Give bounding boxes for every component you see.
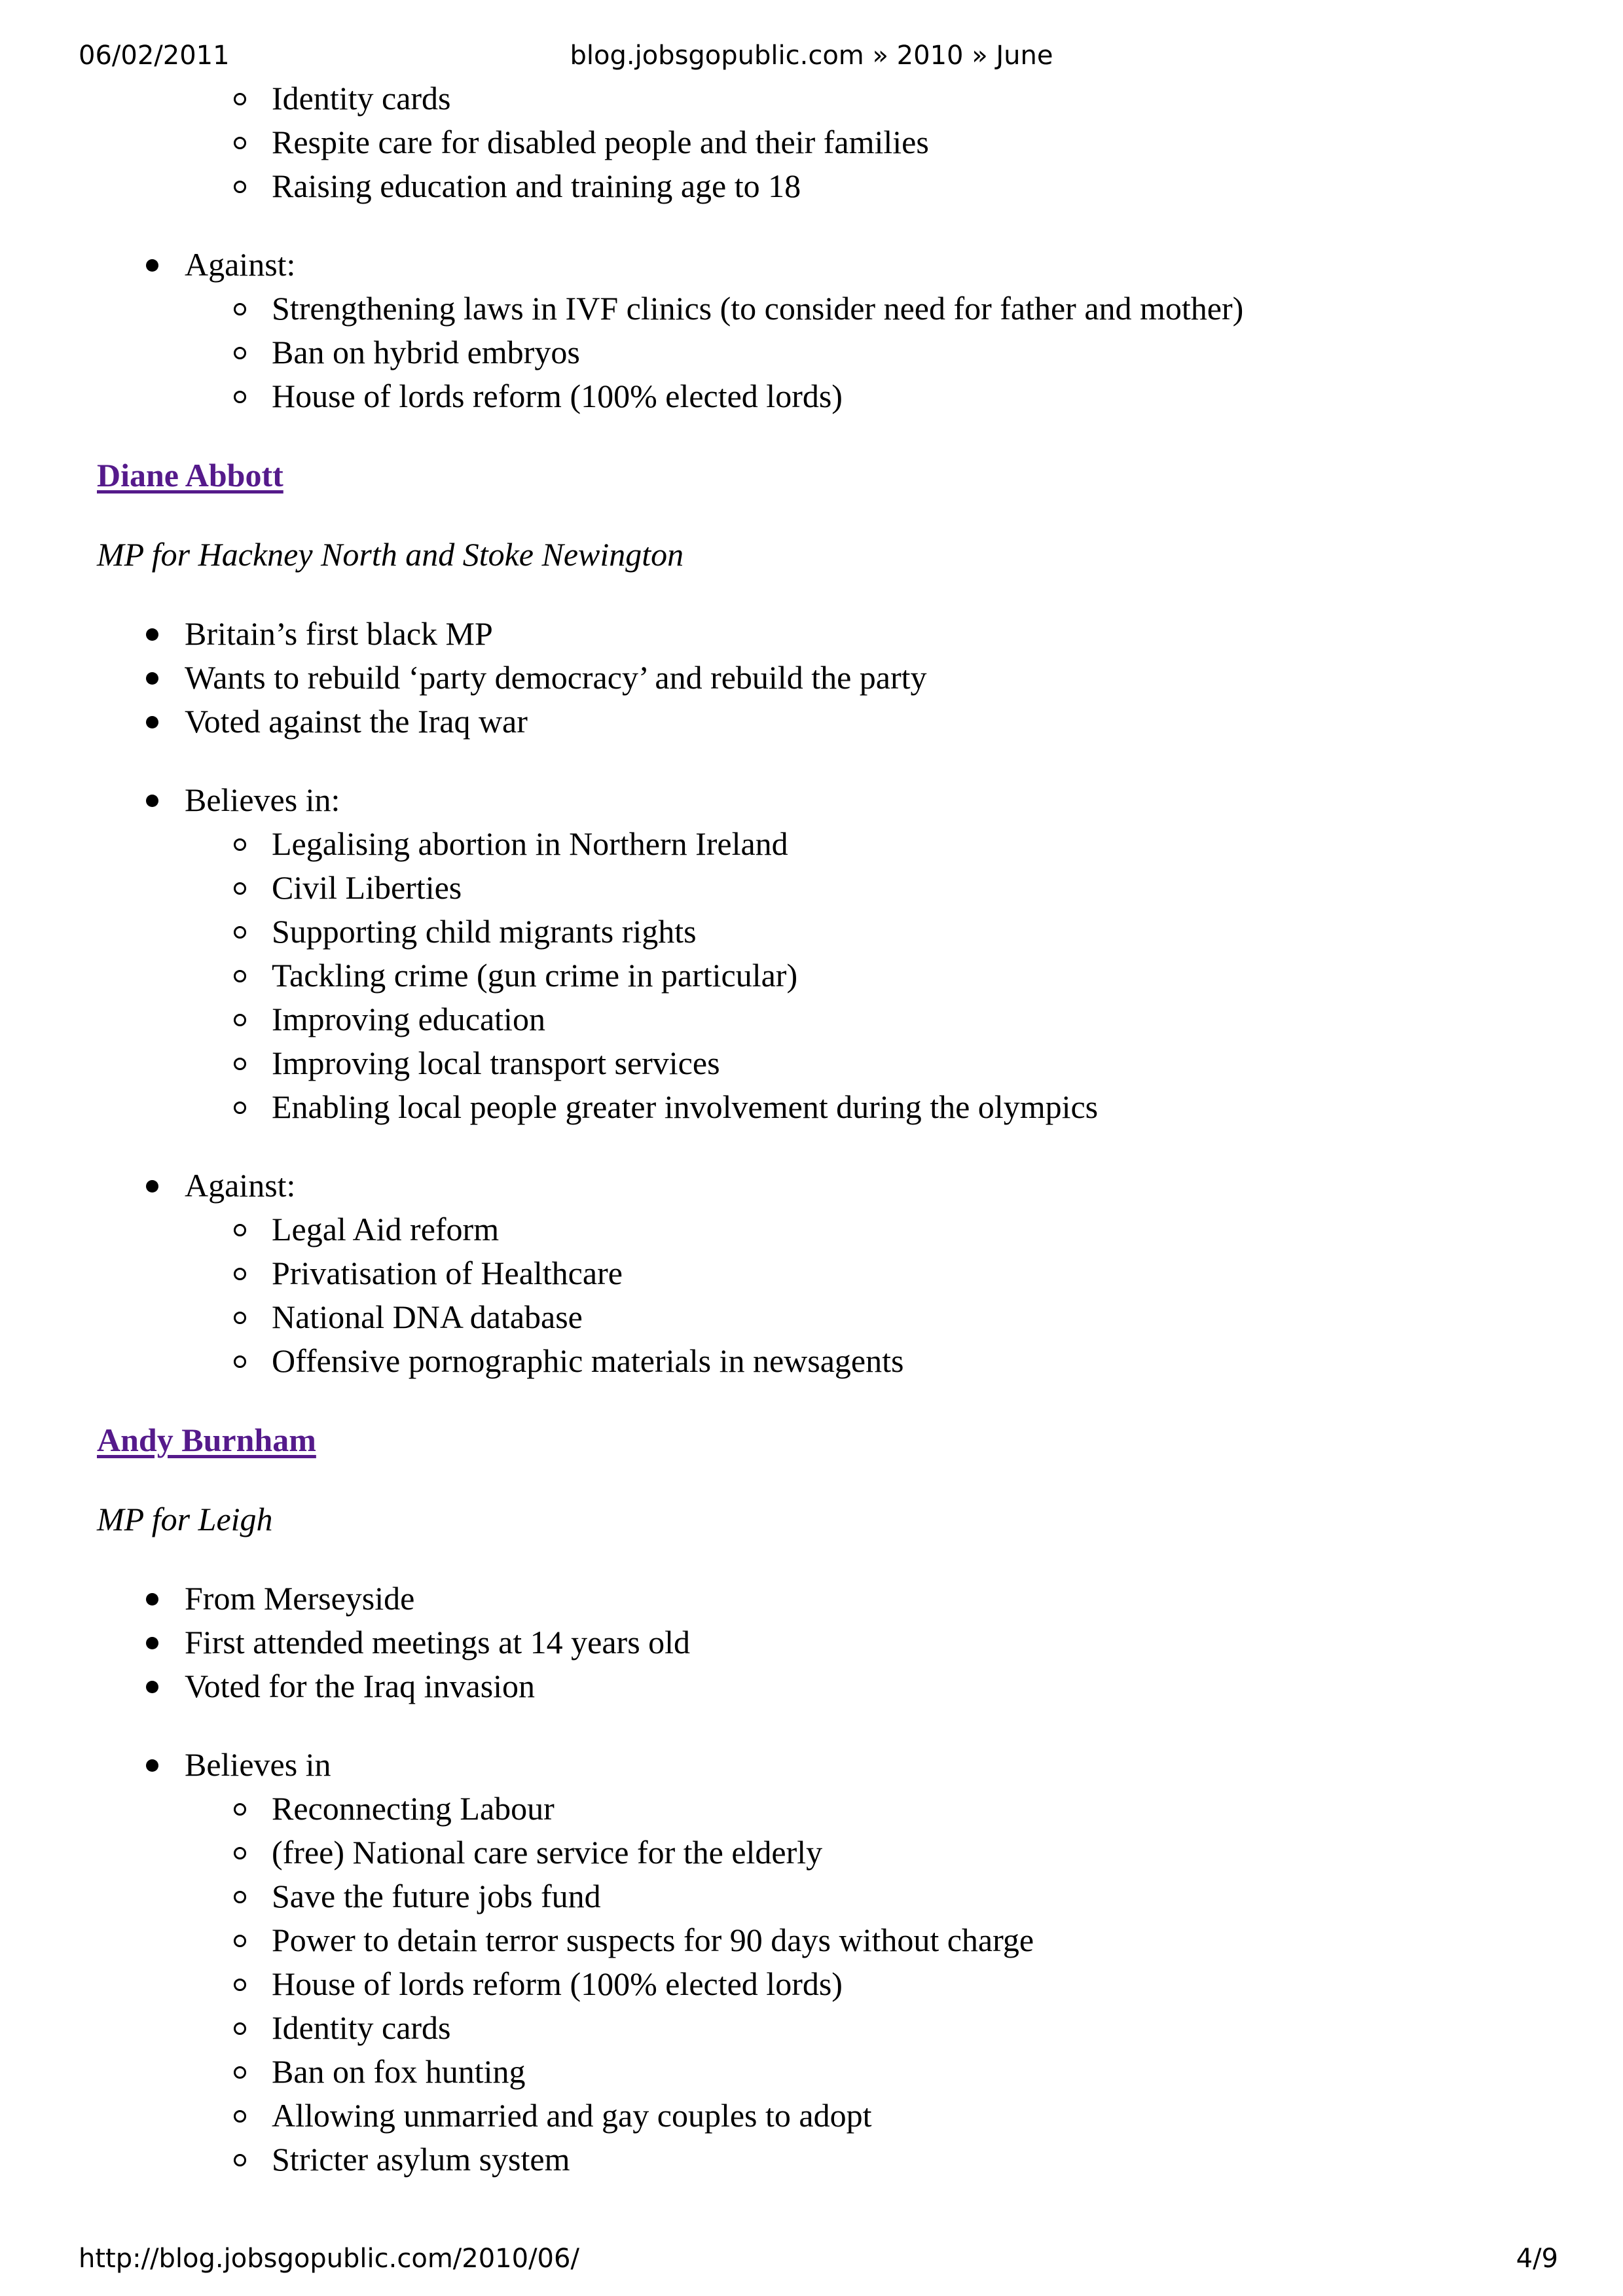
list-item: Ban on hybrid embryos — [272, 334, 580, 370]
candidate-name-link[interactable]: Diane Abbott — [97, 457, 283, 493]
circle-bullet-icon — [234, 1803, 246, 1816]
list-item: Ban on fox hunting — [272, 2053, 526, 2090]
constituency-subtitle: MP for Leigh — [97, 1501, 273, 1537]
list-item: Reconnecting Labour — [272, 1790, 555, 1827]
list-item: Improving education — [272, 1001, 545, 1037]
constituency-subtitle: MP for Hackney North and Stoke Newington — [97, 536, 684, 573]
disc-bullet-icon — [146, 628, 158, 641]
page-breadcrumb: blog.jobsgopublic.com » 2010 » June — [570, 41, 1053, 71]
disc-bullet-icon — [146, 1180, 158, 1193]
list-item: From Merseyside — [185, 1580, 415, 1617]
list-item: Save the future jobs fund — [272, 1878, 601, 1914]
circle-bullet-icon — [234, 1355, 246, 1368]
circle-bullet-icon — [234, 1891, 246, 1903]
circle-bullet-icon — [234, 1014, 246, 1026]
list-item: Stricter asylum system — [272, 2141, 570, 2178]
list-item: Allowing unmarried and gay couples to adopt — [272, 2097, 872, 2134]
circle-bullet-icon — [234, 1224, 246, 1236]
believes-label: Believes in: — [185, 781, 340, 818]
circle-bullet-icon — [234, 1979, 246, 1991]
circle-bullet-icon — [234, 1935, 246, 1947]
list-item: House of lords reform (100% elected lords) — [272, 378, 843, 414]
circle-bullet-icon — [234, 2066, 246, 2079]
page-url: http://blog.jobsgopublic.com/2010/06/ — [79, 2244, 579, 2274]
disc-bullet-icon — [146, 1759, 158, 1772]
disc-bullet-icon — [146, 1637, 158, 1649]
circle-bullet-icon — [234, 1847, 246, 1859]
list-item: Offensive pornographic materials in newsagents — [272, 1342, 904, 1379]
disc-bullet-icon — [146, 259, 158, 272]
circle-bullet-icon — [234, 137, 246, 149]
print-date: 06/02/2011 — [79, 41, 230, 71]
list-item: Respite care for disabled people and their families — [272, 124, 929, 160]
list-item: Supporting child migrants rights — [272, 913, 697, 950]
list-item: Voted for the Iraq invasion — [185, 1668, 536, 1704]
list-item: Power to detain terror suspects for 90 days without charge — [272, 1922, 1034, 1958]
list-item: Raising education and training age to 18 — [272, 168, 801, 204]
circle-bullet-icon — [234, 1102, 246, 1114]
list-item: Improving local transport services — [272, 1045, 720, 1081]
circle-bullet-icon — [234, 926, 246, 939]
circle-bullet-icon — [234, 2022, 246, 2035]
list-item: Wants to rebuild ‘party democracy’ and rebuild the party — [185, 659, 927, 696]
circle-bullet-icon — [234, 181, 246, 193]
disc-bullet-icon — [146, 672, 158, 685]
circle-bullet-icon — [234, 391, 246, 403]
circle-bullet-icon — [234, 838, 246, 851]
believes-label: Believes in — [185, 1746, 331, 1783]
list-item: Enabling local people greater involvement during the olympics — [272, 1088, 1099, 1125]
list-item: Identity cards — [272, 80, 451, 117]
against-label: Against: — [185, 246, 296, 283]
list-item: First attended meetings at 14 years old — [185, 1624, 691, 1660]
against-label: Against: — [185, 1167, 296, 1204]
list-item: Privatisation of Healthcare — [272, 1255, 623, 1291]
candidate-name-link[interactable]: Andy Burnham — [97, 1422, 316, 1458]
list-item: Tackling crime (gun crime in particular) — [272, 957, 798, 994]
circle-bullet-icon — [234, 970, 246, 982]
disc-bullet-icon — [146, 716, 158, 728]
circle-bullet-icon — [234, 882, 246, 895]
circle-bullet-icon — [234, 303, 246, 315]
circle-bullet-icon — [234, 1312, 246, 1324]
list-item: Legal Aid reform — [272, 1211, 500, 1247]
circle-bullet-icon — [234, 1058, 246, 1070]
list-item: Britain’s first black MP — [185, 615, 493, 652]
circle-bullet-icon — [234, 93, 246, 105]
circle-bullet-icon — [234, 2110, 246, 2123]
disc-bullet-icon — [146, 1593, 158, 1605]
list-item: Voted against the Iraq war — [185, 703, 528, 740]
circle-bullet-icon — [234, 2154, 246, 2166]
circle-bullet-icon — [234, 347, 246, 359]
circle-bullet-icon — [234, 1268, 246, 1280]
list-item: House of lords reform (100% elected lords) — [272, 1965, 843, 2002]
list-item: Civil Liberties — [272, 869, 462, 906]
list-item: Strengthening laws in IVF clinics (to consider need for father and mother) — [272, 290, 1244, 327]
page-number: 4/9 — [1516, 2244, 1558, 2274]
list-item: (free) National care service for the elderly — [272, 1834, 823, 1871]
disc-bullet-icon — [146, 1681, 158, 1693]
list-item: National DNA database — [272, 1299, 583, 1335]
list-item: Identity cards — [272, 2009, 451, 2046]
list-item: Legalising abortion in Northern Ireland — [272, 825, 788, 862]
disc-bullet-icon — [146, 795, 158, 807]
